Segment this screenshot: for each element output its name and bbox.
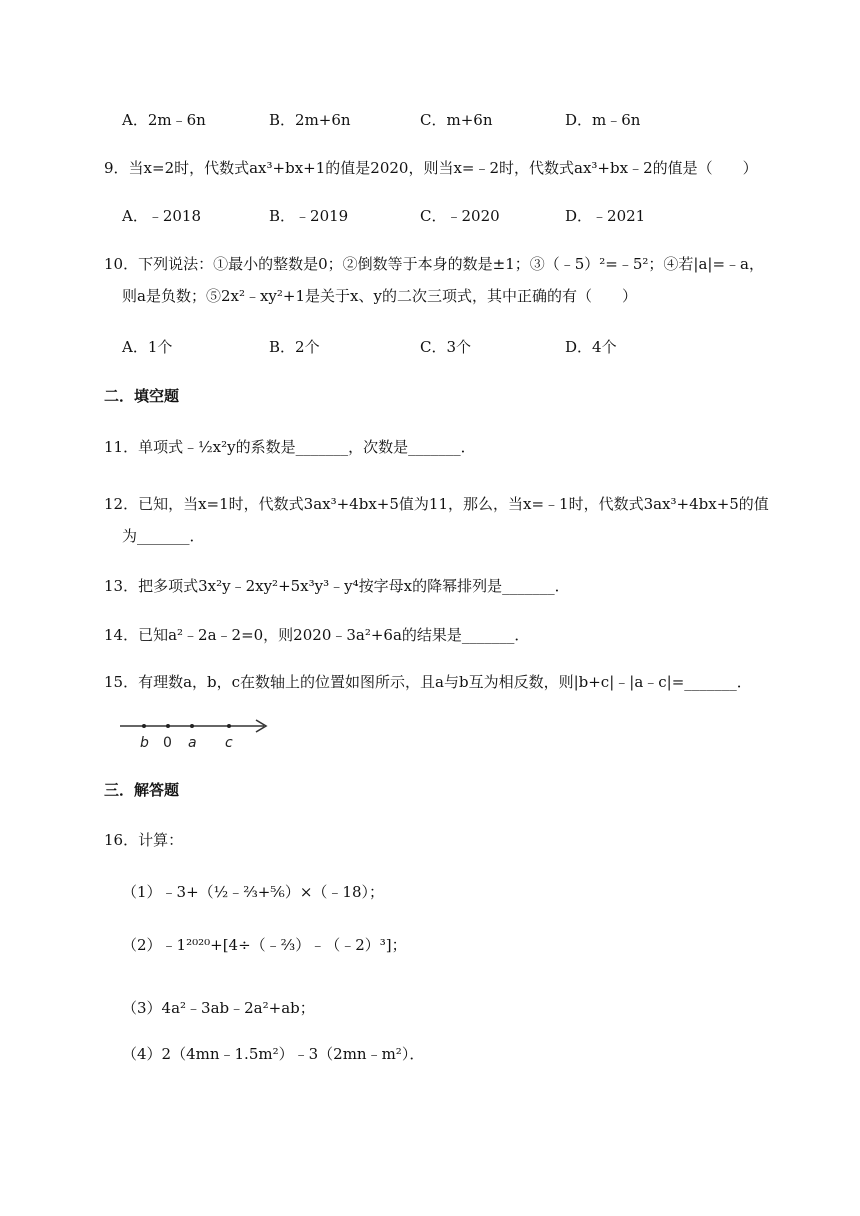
section-solutions-heading: 三．解答题 (104, 781, 180, 799)
label-a: a (188, 735, 197, 751)
q9-option-a: A．﹣2018 (122, 207, 202, 225)
q10-option-a: A．1个 (122, 338, 173, 356)
number-line-figure (118, 716, 278, 752)
q8-option-a: A．2m﹣6n (122, 111, 206, 129)
q16-part-4: （4）2（4mn﹣1.5m²）﹣3（2mn﹣m²）． (122, 1045, 425, 1063)
q16-intro: 16．计算： (104, 831, 184, 849)
q10-line-1: 10．下列说法：①最小的整数是0；②倒数等于本身的数是±1；③（﹣5）²=﹣5²；④若|a|=﹣a， (104, 255, 764, 273)
q9-text: 9．当x=2时，代数式ax³+bx+1的值是2020，则当x=﹣2时，代数式ax³+bx﹣2的值是（ ） (104, 159, 758, 177)
q10-line-2: 则a是负数；⑤2x²﹣xy²+1是关于x、y的二次三项式，其中正确的有（ ） (122, 287, 637, 305)
point-c (227, 724, 231, 728)
q12-line-1: 12．已知，当x=1时，代数式3ax³+4bx+5值为11，那么，当x=﹣1时，代数式3ax³+4bx+5的值 (104, 495, 769, 513)
q8-option-c: C．m+6n (420, 111, 493, 129)
q16-part-2: （2）﹣1²⁰²⁰+[4÷（﹣⅔）﹣（﹣2）³]； (122, 936, 407, 954)
q8-options (122, 110, 822, 130)
q16-part-1: （1）﹣3+（½﹣⅔+⅚）×（﹣18）； (122, 883, 384, 901)
q9-options (122, 206, 822, 226)
q8-option-b: B．2m+6n (269, 111, 351, 129)
q9-option-b: B．﹣2019 (269, 207, 349, 225)
q9-option-d: D．﹣2021 (565, 207, 646, 225)
q10-option-c: C．3个 (420, 338, 472, 356)
label-b: b (140, 735, 149, 751)
q15-text: 15．有理数a，b，c在数轴上的位置如图所示，且a与b互为相反数，则|b+c|﹣|a﹣c|=_______． (104, 673, 752, 691)
point-0 (166, 724, 170, 728)
q16-part-3: （3）4a²﹣3ab﹣2a²+ab； (122, 999, 315, 1017)
q12-line-2: 为_______． (122, 527, 205, 545)
q11-text: 11．单项式﹣½x²y的系数是_______，次数是_______． (104, 438, 476, 456)
q9-option-c: C．﹣2020 (420, 207, 500, 225)
q14-text: 14．已知a²﹣2a﹣2=0，则2020﹣3a²+6a的结果是_______． (104, 626, 530, 644)
q10-options (122, 337, 822, 357)
q13-text: 13．把多项式3x²y﹣2xy²+5x³y³﹣y⁴按字母x的降幂排列是_______． (104, 577, 570, 595)
label-c: c (225, 735, 233, 751)
q8-option-d: D．m﹣6n (565, 111, 641, 129)
point-a (190, 724, 194, 728)
q10-option-b: B．2个 (269, 338, 320, 356)
label-0: 0 (163, 735, 172, 751)
section-fill-in-heading: 二．填空题 (104, 387, 180, 405)
point-b (142, 724, 146, 728)
q10-option-d: D．4个 (565, 338, 617, 356)
